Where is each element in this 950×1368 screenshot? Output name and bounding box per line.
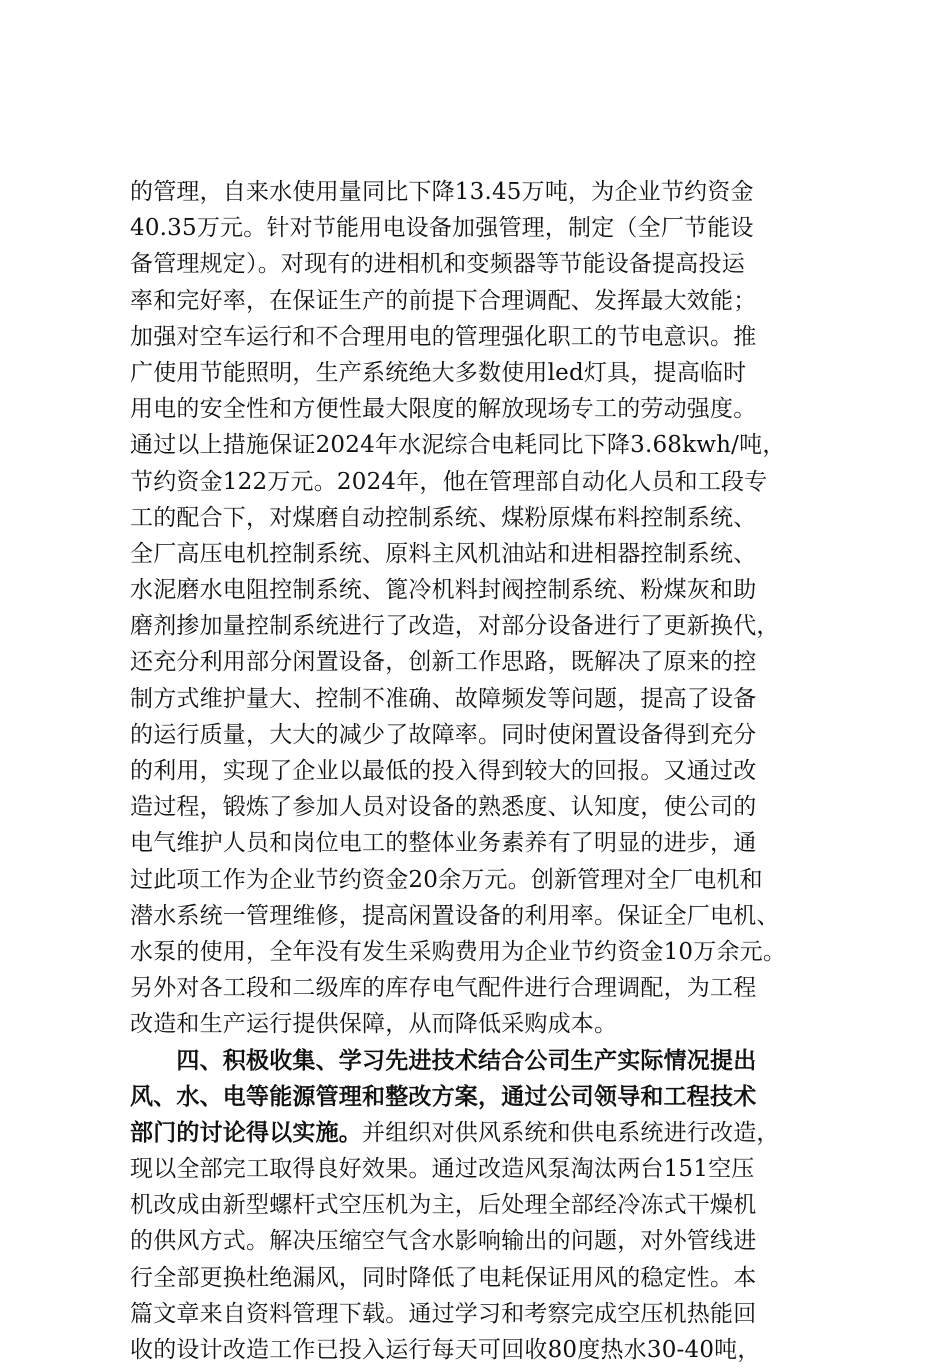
paragraph-text: 率和完好率，在保证生产的前提下合理调配、发挥最大效能； bbox=[130, 287, 757, 314]
paragraph-text: 用电的安全性和方便性最大限度的解放现场专工的劳动强度。 bbox=[130, 396, 757, 423]
text-line bbox=[130, 1296, 830, 1332]
text-line bbox=[130, 681, 830, 717]
paragraph-text: 电气维护人员和岗位电工的整体业务素养有了明显的进步，通 bbox=[130, 830, 757, 857]
text-line bbox=[130, 355, 830, 391]
text-line bbox=[130, 1115, 830, 1151]
text-line bbox=[130, 753, 830, 789]
text-line bbox=[130, 536, 830, 572]
paragraph-text: 的运行质量，大大的减少了故障率。同时使闲置设备得到充分 bbox=[130, 721, 757, 748]
text-line bbox=[130, 391, 830, 427]
paragraph-text: 改造和生产运行提供保障，从而降低采购成本。 bbox=[130, 1011, 618, 1038]
paragraph-text: 过此项工作为企业节约资金20余万元。创新管理对全厂电机和 bbox=[130, 866, 763, 893]
paragraph-text: 机改成由新型螺杆式空压机为主，后处理全部经冷冻式干燥机 bbox=[130, 1192, 757, 1219]
text-line bbox=[130, 500, 830, 536]
paragraph-text: 的供风方式。解决压缩空气含水影响输出的问题，对外管线进 bbox=[130, 1228, 757, 1255]
heading-text: 部门的讨论得以实施。 bbox=[130, 1118, 362, 1146]
paragraph-text: 40.35万元。针对节能用电设备加强管理，制定（全厂节能设 bbox=[130, 215, 754, 242]
text-line bbox=[130, 283, 830, 319]
text-line bbox=[130, 572, 830, 608]
text-line bbox=[130, 1079, 830, 1115]
text-line bbox=[130, 464, 830, 500]
paragraph-text: 还充分利用部分闲置设备，创新工作思路，既解决了原来的控 bbox=[130, 649, 757, 676]
text-line bbox=[130, 246, 830, 282]
text-line bbox=[130, 789, 830, 825]
text-line bbox=[130, 319, 830, 355]
text-line bbox=[130, 210, 830, 246]
paragraph-text: 篇文章来自资料管理下载。通过学习和考察完成空压机热能回 bbox=[130, 1300, 757, 1327]
text-line bbox=[130, 1151, 830, 1187]
text-line bbox=[130, 934, 830, 970]
paragraph-text: 全厂高压电机控制系统、原料主风机油站和进相器控制系统、 bbox=[130, 540, 757, 567]
paragraph-text: 工的配合下，对煤磨自动控制系统、煤粉原煤布料控制系统、 bbox=[130, 504, 757, 531]
paragraph-text: 并组织对供风系统和供电系统进行改造， bbox=[362, 1119, 780, 1146]
heading-text: 风、水、电等能源管理和整改方案，通过公司领导和工程技术 bbox=[130, 1082, 757, 1110]
text-line bbox=[130, 1006, 830, 1042]
text-line bbox=[130, 608, 830, 644]
text-line bbox=[130, 174, 830, 210]
text-line bbox=[130, 970, 830, 1006]
paragraph-text: 水泥磨水电阻控制系统、篦冷机料封阀控制系统、粉煤灰和助 bbox=[130, 577, 757, 604]
paragraph-text: 的利用，实现了企业以最低的投入得到较大的回报。又通过改 bbox=[130, 758, 757, 784]
text-line bbox=[130, 1223, 830, 1259]
text-line bbox=[130, 644, 830, 680]
paragraph-text: 的管理，自来水使用量同比下降13.45万吨，为企业节约资金 bbox=[130, 179, 754, 205]
paragraph-text: 水泵的使用，全年没有发生采购费用为企业节约资金10万余元。 bbox=[130, 938, 787, 965]
body-text bbox=[130, 174, 830, 1368]
paragraph-text: 收的设计改造工作已投入运行每天可回收80度热水30-40吨， bbox=[130, 1337, 761, 1363]
paragraph-text: 行全部更换杜绝漏风，同时降低了电耗保证用风的稳定性。本 bbox=[130, 1264, 757, 1291]
paragraph-text: 潜水系统一管理维修，提高闲置设备的利用率。保证全厂电机、 bbox=[130, 902, 780, 929]
paragraph-text: 制方式维护量大、控制不准确、故障频发等问题，提高了设备 bbox=[130, 685, 757, 712]
paragraph-text: 节约资金122万元。2024年，他在管理部自动化人员和工段专 bbox=[130, 468, 768, 495]
paragraph-text: 另外对各工段和二级库的库存电气配件进行合理调配，为工程 bbox=[130, 975, 757, 1002]
text-line bbox=[130, 1187, 830, 1223]
text-line bbox=[130, 862, 830, 898]
paragraph-text: 磨剂掺加量控制系统进行了改造，对部分设备进行了更新换代， bbox=[130, 613, 780, 640]
text-line bbox=[130, 1332, 830, 1368]
paragraph-text: 造过程，锻炼了参加人员对设备的熟悉度、认知度，使公司的 bbox=[130, 794, 757, 821]
paragraph-text: 通过以上措施保证2024年水泥综合电耗同比下降3.68kwh/吨， bbox=[130, 432, 786, 459]
paragraph-text: 备管理规定）。对现有的进相机和变频器等节能设备提高投运 bbox=[130, 251, 745, 278]
text-line bbox=[130, 717, 830, 753]
text-line bbox=[130, 898, 830, 934]
paragraph-text: 现以全部完工取得良好效果。通过改造风泵淘汰两台151空压 bbox=[130, 1156, 755, 1183]
text-line bbox=[130, 427, 830, 463]
paragraph-text: 加强对空车运行和不合理用电的管理强化职工的节电意识。推 bbox=[130, 323, 757, 350]
text-line bbox=[130, 825, 830, 861]
text-line bbox=[130, 1260, 830, 1296]
heading-text: 四、积极收集、学习先进技术结合公司生产实际情况提出 bbox=[130, 1046, 757, 1074]
text-line bbox=[130, 1043, 830, 1079]
paragraph-text: 广使用节能照明，生产系统绝大多数使用led灯具，提高临时 bbox=[130, 359, 747, 386]
